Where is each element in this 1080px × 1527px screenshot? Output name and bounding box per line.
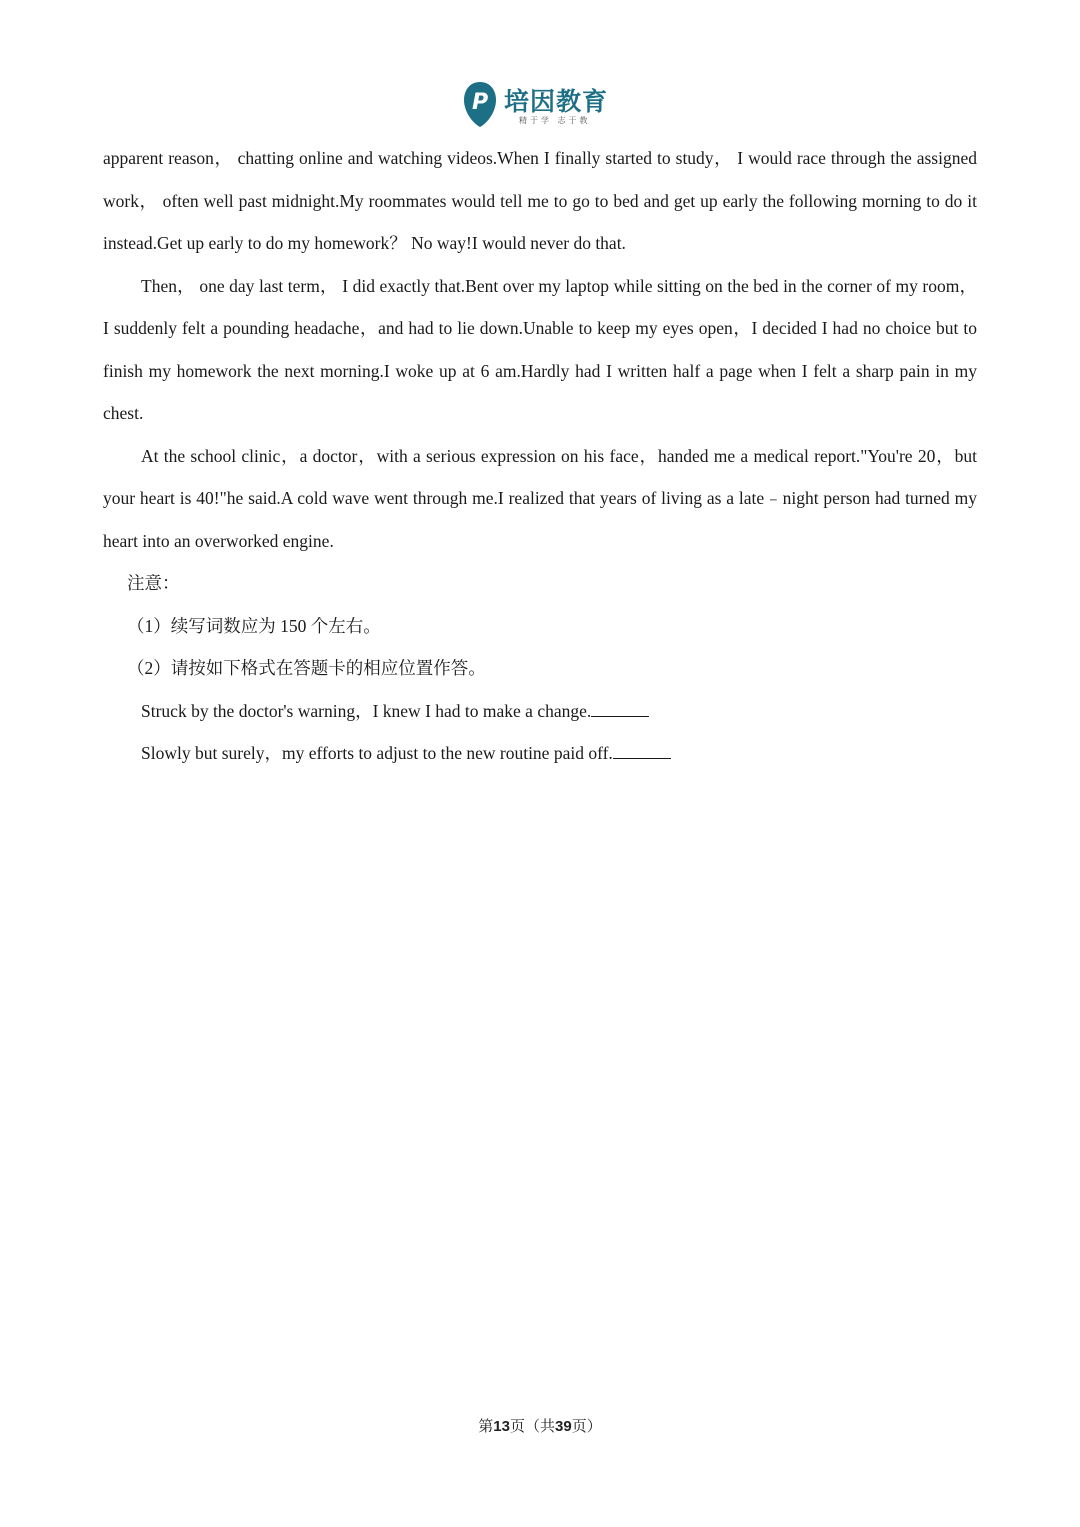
prompt-line-1 [103,690,977,733]
paragraph-2: Then， one day last term， I did exactly that.Bent over my laptop while sitting on the bed in the corner of my room，I suddenly felt a pounding headache，and had to lie down.Unable to keep my eyes open，I decided I had no choice but to finish my homework the next morning.I woke up at 6 am.Hardly had I written half a page when I felt a sharp pain in my chest. [103,275,977,423]
document-body [103,137,977,775]
prompt-text-1: Struck by the doctor's warning，I knew I had to make a change. [141,700,592,721]
brand-logo [462,80,622,132]
note-item-1: （1）续写词数应为 150 个左右。 [127,615,381,636]
prompt-line-2 [103,732,977,775]
answer-blank-2 [613,744,671,759]
logo-name: 培因教育 [504,87,609,116]
footer-middle: 页（共 [509,1419,555,1435]
logo-p-icon [462,80,498,128]
note-item-2: （2）请按如下格式在答题卡的相应位置作答。 [127,658,486,678]
footer-total-pages: 39 [555,1418,572,1435]
answer-blank-1 [591,702,649,717]
paragraph-3: At the school clinic，a doctor，with a serious expression on his face，handed me a medical report."You're 20，but your heart is 40!"he said.A cold wave went through me.I realized that years of living as a late﹣night person had turned my heart into an overworked engine. [103,445,977,551]
footer-prefix: 第 [478,1419,494,1435]
paragraph-1: apparent reason， chatting online and watching videos.When I finally started to study， I would race through the assigned work， often well past midnight.My roommates would tell me to go to bed and get up early the following morning to do it instead.Get up early to do my homework？ No way!I would never do that. [103,148,977,253]
prompt-text-2: Slowly but surely，my efforts to adjust to the new routine paid off. [141,743,613,763]
footer-page-number: 13 [493,1418,510,1435]
svg-text:P: P [471,90,489,115]
logo-slogan: 精于学 志于教 [519,116,591,125]
footer-suffix: 页） [571,1419,602,1435]
notes-heading: 注意： [127,573,180,593]
page-footer [0,1415,1080,1436]
